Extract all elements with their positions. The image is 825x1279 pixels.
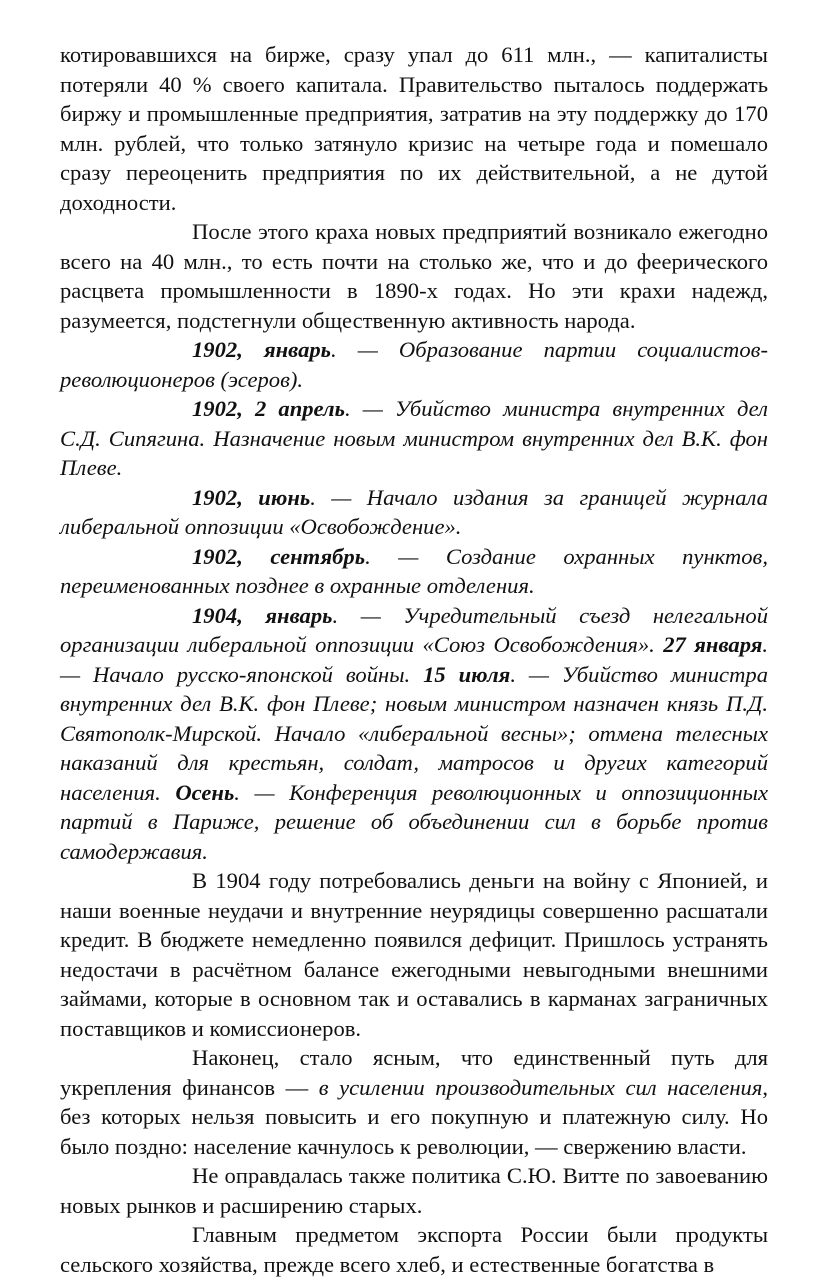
chronology-date: 1902 (192, 543, 238, 569)
chronology-entry-1904 (60, 601, 768, 867)
chronology-date-secondary: 27 января (663, 632, 763, 657)
chronology-date-rest: , январь (237, 337, 331, 362)
chronology-date: 1902 (192, 337, 238, 362)
chronology-date: 1902 (192, 484, 238, 510)
chronology-date: 1902 (192, 396, 238, 421)
chronology-text: . — Начало русско-японской войны. (60, 632, 768, 687)
chronology-text: . — Начало издания за границей журнала либеральной оппозиции «Освобождение». (60, 484, 768, 539)
chronology-date-rest: , 2 апрель (237, 396, 345, 421)
paragraph-continuation: котировавшихся на бирже, сразу упал до 611 млн., — капиталисты потеряли 40 % своего капитала. Правительство пыталось поддержать биржу и промышленные предприятия, затратив на эту поддержку до 170 млн. рублей, что только затянуло кризис на четыре года и помешало сразу переоценить предприятия по их действительной, а не дутой доходности. (60, 42, 768, 215)
paragraph-witte-policy: Не оправдалась также политика С.Ю. Витте по завоеванию новых рынков и расширению старых. (60, 1163, 768, 1218)
chronology-text: . — Учредительный съезд нелегальной организации либеральной оппозиции «Союз Освобождения». (60, 602, 769, 657)
chronology-date-rest: , июнь (237, 484, 311, 510)
chronology-text: . — Убийство министра внутренних дел С.Д. Сипягина. Назначение новым министром внутренних дел В.К. фон Плеве. (60, 396, 768, 480)
chronology-text: . — Образование партии социалистов-революционеров (эсеров). (60, 337, 768, 392)
paragraph-crash-aftermath: После этого краха новых предприятий возникало ежегодно всего на 40 млн., то есть почти на столько же, что и до феерического расцвета промышленности в 1890-х годах. Но эти крахи надежд, разумеется, подстегнули общественную активность народа. (60, 219, 768, 333)
paragraph-export: Главным предметом экспорта России были продукты сельского хозяйства, прежде всего хлеб, и естественные богатства в (60, 1222, 768, 1277)
chronology-text: . — Создание охранных пунктов, переименованных позднее в охранные отделения. (60, 543, 768, 598)
chronology-date-secondary: 15 июля (423, 661, 511, 687)
paragraph-text: Наконец, стало ясным, что единственный путь для укрепления финансов — (60, 1045, 768, 1100)
chronology-entry-1902-june (60, 483, 768, 542)
chronology-entry-1902-january (60, 335, 768, 394)
chronology-date-secondary: Осень (175, 779, 235, 805)
chronology-date-rest: , январь (237, 602, 333, 628)
chronology-entry-1902-september (60, 542, 768, 601)
chronology-date: 1904 (192, 602, 238, 628)
chronology-text: . — Конференция революционных и оппозиционных партий в Париже, решение об объединении сил в борьбе против самодержавия. (60, 779, 768, 864)
paragraph-text: , без которых нельзя повысить и его покупную и платежную силу. Но было поздно: население качнулось к революции, — свержению власти. (60, 1074, 768, 1159)
chronology-date-rest: , сентябрь (237, 543, 366, 569)
chronology-entry-1902-april (60, 394, 768, 483)
paragraph-productive-forces (60, 1043, 768, 1161)
emphasized-phrase: в усилении производительных сил населения (318, 1074, 763, 1100)
chronology-text: . — Убийство министра внутренних дел В.К. фон Плеве; новым министром назначен князь П.Д. Святополк-Мирской. Начало «либеральной весны»; отмена телесных наказаний для крестьян, солдат, матросов и других категорий населения. (60, 661, 768, 805)
paragraph-war-deficit: В 1904 году потребовались деньги на войну с Японией, и наши военные неудачи и внутренние неурядицы совершенно расшатали кредит. В бюджете немедленно появился дефицит. Пришлось устранять недостачи в расчётном балансе ежегодными невыгодными внешними займами, которые в основном так и оставались в карманах заграничных поставщиков и комиссионеров. (60, 868, 768, 1041)
text-body (60, 40, 768, 1279)
